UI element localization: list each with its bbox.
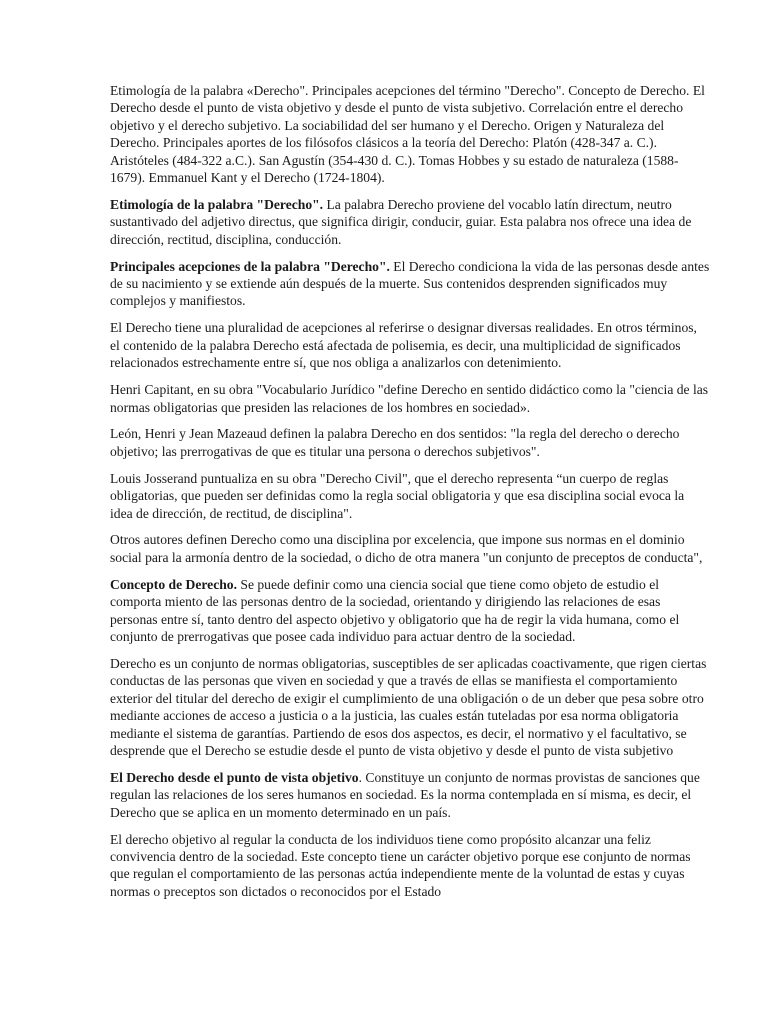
paragraph-derecho-objetivo: El derecho objetivo al regular la conducta de los individuos tiene como propósito alcanzar una feliz convivencia dentro de la sociedad. Este concepto tiene un carácter objetivo porque ese conjunto de normas que regulan el comportamiento de las personas actúa independiente mente de la voluntad de estas y cuyas normas o preceptos son dictados o reconocidos por el Estado: [110, 831, 691, 899]
paragraph-acepciones: Principales acepciones de la palabra "Derecho". El Derecho condiciona la vida de las personas desde antes de su nacimiento y se extiende aún después de la muerte. Sus contenidos desprenden significados muy complejos y manifiestos.: [110, 258, 710, 309]
paragraph-mazeaud: León, Henri y Jean Mazeaud definen la palabra Derecho en dos sentidos: "la regla del derecho o derecho objetivo; las prerrogativas de que es titular una persona o derechos subjetivos".: [110, 426, 680, 459]
section-heading-objetivo: El Derecho desde el punto de vista objetivo: [110, 769, 359, 785]
document-page: [110, 82, 710, 910]
paragraph-objetivo: El Derecho desde el punto de vista objetivo. Constituye un conjunto de normas provistas de sanciones que regulan las relaciones de los seres humanos en sociedad. Es la norma contemplada en sí misma, es decir, el Derecho que se aplica en un momento determinado en un país.: [110, 769, 700, 820]
paragraph-conjunto-normas: Derecho es un conjunto de normas obligatorias, susceptibles de ser aplicadas coactivamente, que rigen ciertas conductas de las personas que viven en sociedad y que a través de ellas se manifiesta el comportamiento exterior del titular del derecho de exigir el cumplimiento de una obligación o de un deber que pesa sobre otro mediante acciones de acceso a justicia o a la justicia, las cuales están tuteladas por esa norma obligatoria mediante el sistema de garantías. Partiendo de esos dos aspectos, es decir, el normativo y el facultativo, se desprende que el Derecho se estudie desde el punto de vista objetivo y desde el punto de vista subjetivo: [110, 655, 707, 758]
section-heading-etimologia: Etimología de la palabra "Derecho".: [110, 196, 324, 212]
paragraph-capitant: Henri Capitant, en su obra "Vocabulario Jurídico "define Derecho en sentido didáctico como la "ciencia de las normas obligatorias que presiden las relaciones de los hombres en sociedad».: [110, 382, 709, 415]
paragraph-concepto: Concepto de Derecho. Se puede definir como una ciencia social que tiene como objeto de estudio el comporta miento de las personas dentro de la sociedad, orientando y dirigiendo las relaciones de esas personas entre sí, tanto dentro del aspecto objetivo y obligatorio que ha de regir la vida humana, como el conjunto de prerrogativas que posee cada individuo para actuar dentro de la sociedad.: [110, 576, 680, 644]
paragraph-etimologia: Etimología de la palabra "Derecho". La palabra Derecho proviene del vocablo latín directum, neutro sustantivado del adjetivo directus, que significa dirigir, conducir, guiar. Esta palabra nos ofrece una idea de dirección, rectitud, disciplina, conducción.: [110, 196, 692, 247]
section-heading-acepciones: Principales acepciones de la palabra "Derecho".: [110, 258, 390, 274]
paragraph-josserand: Louis Josserand puntualiza en su obra "Derecho Civil", que el derecho representa “un cuerpo de reglas obligatorias, que pueden ser definidas como la regla social obligatoria y que esa disciplina social evoca la idea de dirección, de rectitud, de disciplina".: [110, 470, 685, 521]
paragraph-otros-autores: Otros autores definen Derecho como una disciplina por excelencia, que impone sus normas en el dominio social para la armonía dentro de la sociedad, o dicho de otra manera "un conjunto de preceptos de conducta",: [110, 532, 703, 565]
paragraph-intro: Etimología de la palabra «Derecho". Principales acepciones del término "Derecho". Concepto de Derecho. El Derecho desde el punto de vista objetivo y desde el punto de vista subjetivo. Correlación entre el derecho objetivo y el derecho subjetivo. La sociabilidad del ser humano y el Derecho. Origen y Naturaleza del Derecho. Principales aportes de los filósofos clásicos a la teoría del Derecho: Platón (428-347 a. C.). Aristóteles (484-322 a.C.). San Agustín (354-430 d. C.). Tomas Hobbes y su estado de naturaleza (1588-1679). Emmanuel Kant y el Derecho (1724-1804).: [110, 83, 705, 186]
section-heading-concepto: Concepto de Derecho.: [110, 576, 237, 592]
paragraph-pluralidad: El Derecho tiene una pluralidad de acepciones al referirse o designar diversas realidades. En otros términos, el contenido de la palabra Derecho está afectada de polisemia, es decir, una multiplicidad de significados relacionados estrechamente entre sí, que nos obliga a analizarlos con detenimiento.: [110, 320, 697, 371]
